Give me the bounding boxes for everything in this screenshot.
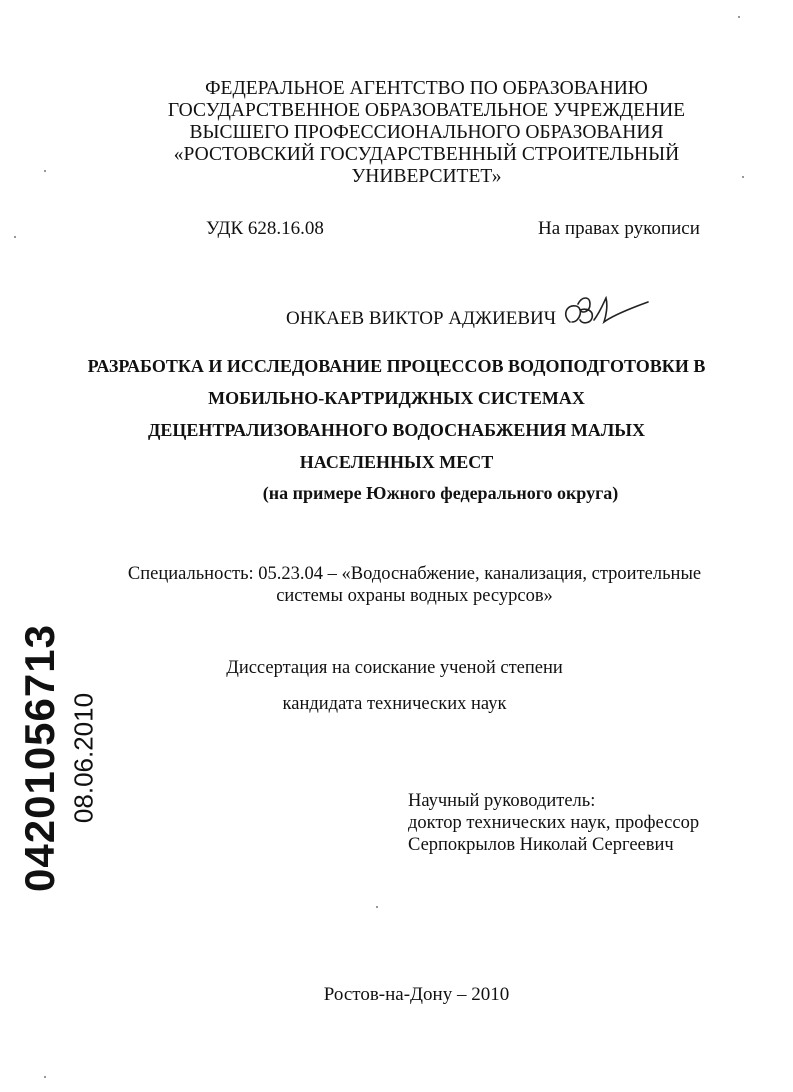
org-line-2: ГОСУДАРСТВЕННОЕ ОБРАЗОВАТЕЛЬНОЕ УЧРЕЖДЕНИЕ [167, 100, 686, 121]
scan-speck [44, 170, 46, 172]
title-line-3: ДЕЦЕНТРАЛИЗОВАННОГО ВОДОСНАБЖЕНИЯ МАЛЫХ [148, 420, 645, 440]
stamp-date: 08.06.2010 [68, 692, 99, 824]
scientific-advisor [408, 790, 699, 856]
stamp-date-box [64, 648, 104, 868]
advisor-degree: доктор технических наук, профессор [408, 813, 700, 833]
org-line-1: ФЕДЕРАЛЬНОЕ АГЕНТСТВО ПО ОБРАЗОВАНИЮ [205, 78, 648, 99]
stamp-number: 04201056713 [16, 624, 63, 892]
specialty-line-1: Специальность: 05.23.04 – «Водоснабжение, канализация, строительные [127, 564, 702, 584]
specialty-line-2: системы охраны водных ресурсов» [276, 586, 553, 606]
manuscript-rights: На правах рукописи [538, 218, 700, 239]
title-line-4: НАСЕЛЕННЫХ МЕСТ [299, 452, 494, 472]
org-line-4: «РОСТОВСКИЙ ГОСУДАРСТВЕННЫЙ СТРОИТЕЛЬНЫЙ [173, 144, 680, 165]
specialty [18, 563, 793, 607]
advisor-name: Серпокрылов Николай Сергеевич [408, 835, 674, 855]
city-year: Ростов-на-Дону – 2010 [323, 984, 510, 1005]
dissertation-subtitle: (на примере Южного федерального округа) [262, 483, 619, 503]
stamp-number-box [12, 624, 68, 892]
library-stamp [12, 624, 112, 892]
org-line-3: ВЫСШЕГО ПРОФЕССИОНАЛЬНОГО ОБРАЗОВАНИЯ [189, 122, 664, 143]
degree-statement [0, 650, 791, 722]
advisor-role: Научный руководитель: [408, 791, 596, 811]
scan-speck [44, 1076, 46, 1078]
udk-code: УДК 628.16.08 [206, 218, 324, 239]
degree-line-1: Диссертация на соискание ученой степени [226, 658, 563, 678]
scan-speck [376, 906, 378, 908]
scan-speck [738, 16, 740, 18]
title-line-1: РАЗРАБОТКА И ИССЛЕДОВАНИЕ ПРОЦЕССОВ ВОДОПОДГОТОВКИ В [87, 356, 706, 376]
author-name: ОНКАЕВ ВИКТОР АДЖИЕВИЧ [286, 308, 557, 329]
scan-speck [742, 176, 744, 178]
org-line-5: УНИВЕРСИТЕТ» [351, 166, 502, 187]
author-signature [560, 292, 652, 336]
scan-speck [14, 236, 16, 238]
organization-header [30, 78, 793, 188]
dissertation-title [0, 350, 793, 478]
degree-line-2: кандидата технических наук [282, 694, 507, 714]
title-line-2: МОБИЛЬНО-КАРТРИДЖНЫХ СИСТЕМАХ [208, 388, 585, 408]
